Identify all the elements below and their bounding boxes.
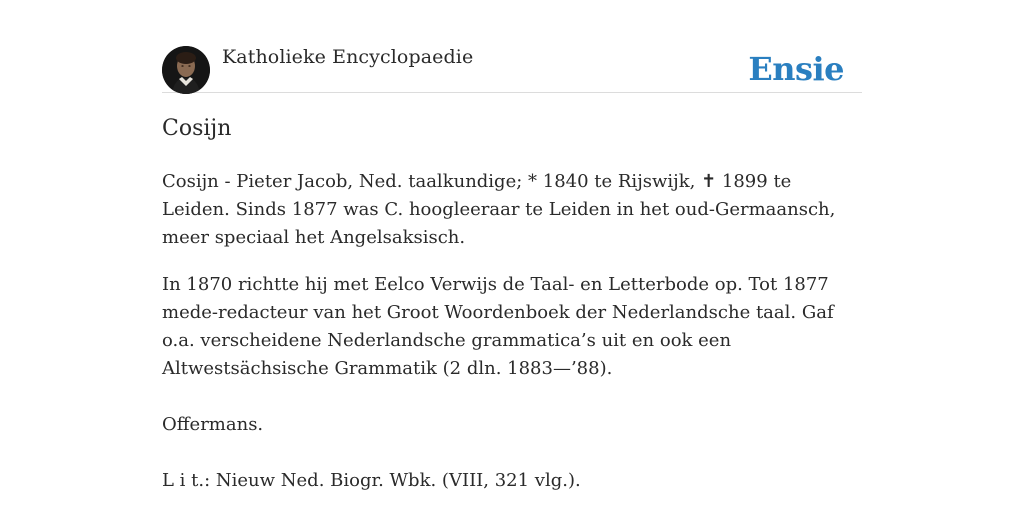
- paragraph-career: In 1870 richtte hij met Eelco Verwijs de Taal- en Letterbode op. Tot 1877 mede-redacteur van het Groot Woordenboek der Nederlandsche taal. Gaf o.a. verscheidene Nederlandsche grammatica’s uit en ook een Altwestsächsische Grammatik (2 dln. 1883—’88).: [162, 274, 834, 379]
- brand-logo[interactable]: Ensie: [748, 50, 844, 88]
- header: [162, 44, 862, 93]
- source-title[interactable]: Katholieke Encyclopaedie: [222, 46, 474, 68]
- portrait-image: [162, 46, 210, 94]
- page: [162, 0, 862, 512]
- portrait-avatar-icon[interactable]: [162, 46, 210, 94]
- article-body: [162, 168, 862, 514]
- author-signature: Offermans.: [162, 414, 264, 435]
- literature-reference: L i t.: Nieuw Ned. Biogr. Wbk. (VIII, 321 vlg.).: [162, 470, 581, 491]
- article-title: Cosijn: [162, 116, 232, 141]
- paragraph-biography: Cosijn - Pieter Jacob, Ned. taalkundige; * 1840 te Rijswijk, ✝ 1899 te Leiden. Sinds 1877 was C. hoogleeraar te Leiden in het oud-Germaansch, meer speciaal het Angelsaksisch.: [162, 171, 836, 248]
